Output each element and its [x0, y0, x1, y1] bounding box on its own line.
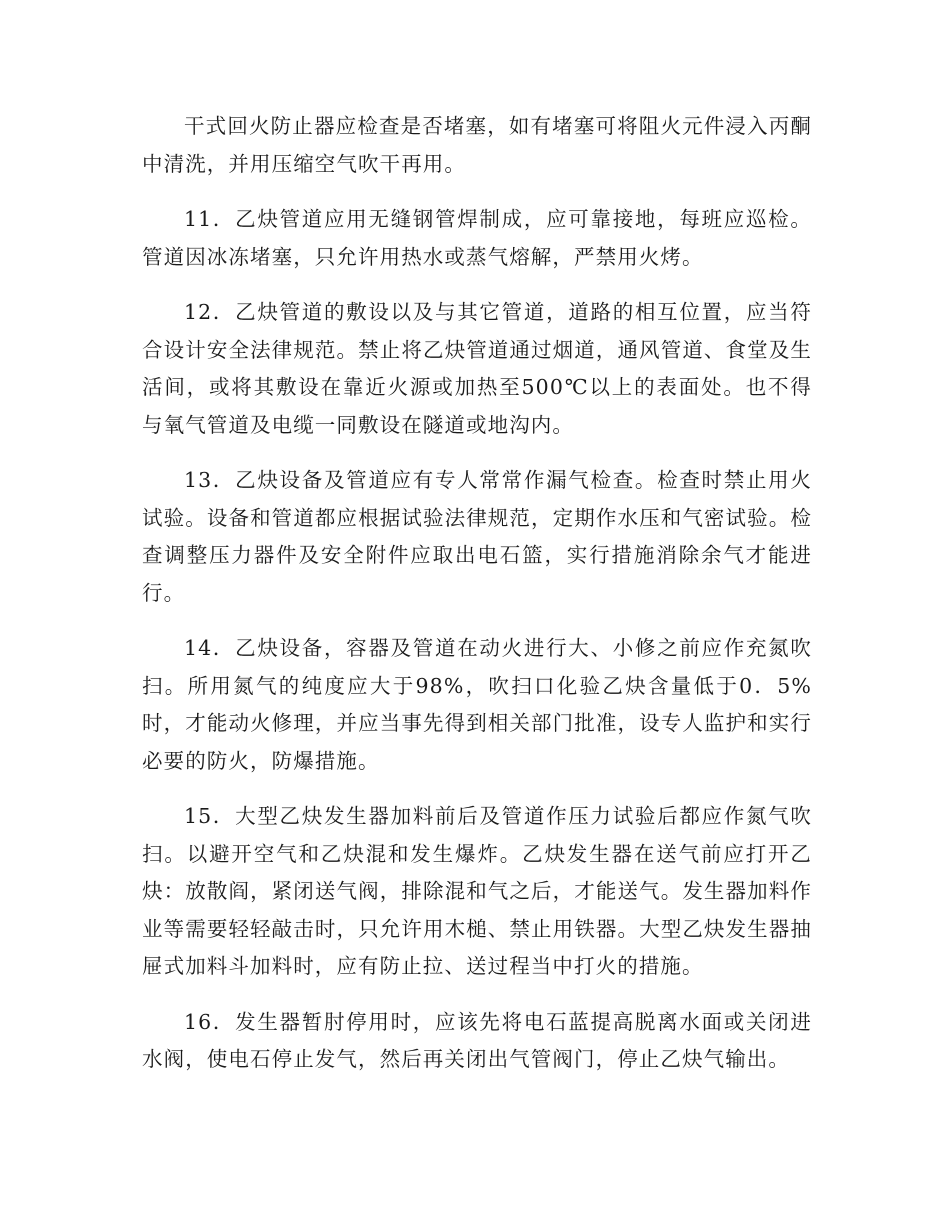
document-body — [142, 108, 812, 1097]
paragraph-item-16: 16．发生器暂肘停用时，应该先将电石蓝提高脱离水面或关闭进水阀，使电石停止发气，然后再关闭出气管阀门，停止乙炔气输出。 — [142, 1009, 812, 1071]
paragraph-item-13: 13．乙炔设备及管道应有专人常常作漏气检查。检查时禁止用火试验。设备和管道都应根据试验法律规范，定期作水压和气密试验。检查调整压力器件及安全附件应取出电石篮，实行措施消除余气才能进行。 — [142, 468, 812, 605]
paragraph-flashback-arrestor: 干式回火防止器应检查是否堵塞，如有堵塞可将阻火元件浸入丙酮中清洗，并用压缩空气吹干再用。 — [142, 114, 812, 176]
paragraph-item-11: 11．乙炔管道应用无缝钢管焊制成，应可靠接地，每班应巡检。管道因冰冻堵塞，只允许用热水或蒸气熔解，严禁用火烤。 — [142, 207, 812, 269]
paragraph-item-14: 14．乙炔设备，容器及管道在动火进行大、小修之前应作充氮吹扫。所用氮气的纯度应大于98%，吹扫口化验乙炔含量低于0．5%时，才能动火修理，并应当事先得到相关部门批准，设专人监护和实行必要的防火，防爆措施。 — [142, 636, 812, 773]
paragraph-item-15: 15．大型乙炔发生器加料前后及管道作压力试验后都应作氮气吹扫。以避开空气和乙炔混和发生爆炸。乙炔发生器在送气前应打开乙炔：放散阎，紧闭送气阀，排除混和气之后，才能送气。发生器加料作业等需要轻轻敲击时，只允许用木槌、禁止用铁器。大型乙炔发生器抽屉式加料斗加料时，应有防止拉、送过程当中打火的措施。 — [142, 804, 812, 978]
paragraph-item-12: 12．乙炔管道的敷设以及与其它管道，道路的相互位置，应当符合设计安全法律规范。禁止将乙炔管道通过烟道，通风管道、食堂及生活间，或将其敷设在靠近火源或加热至500℃以上的表面处。也不得与氧气管道及电缆一同敷设在隧道或地沟内。 — [142, 300, 812, 437]
